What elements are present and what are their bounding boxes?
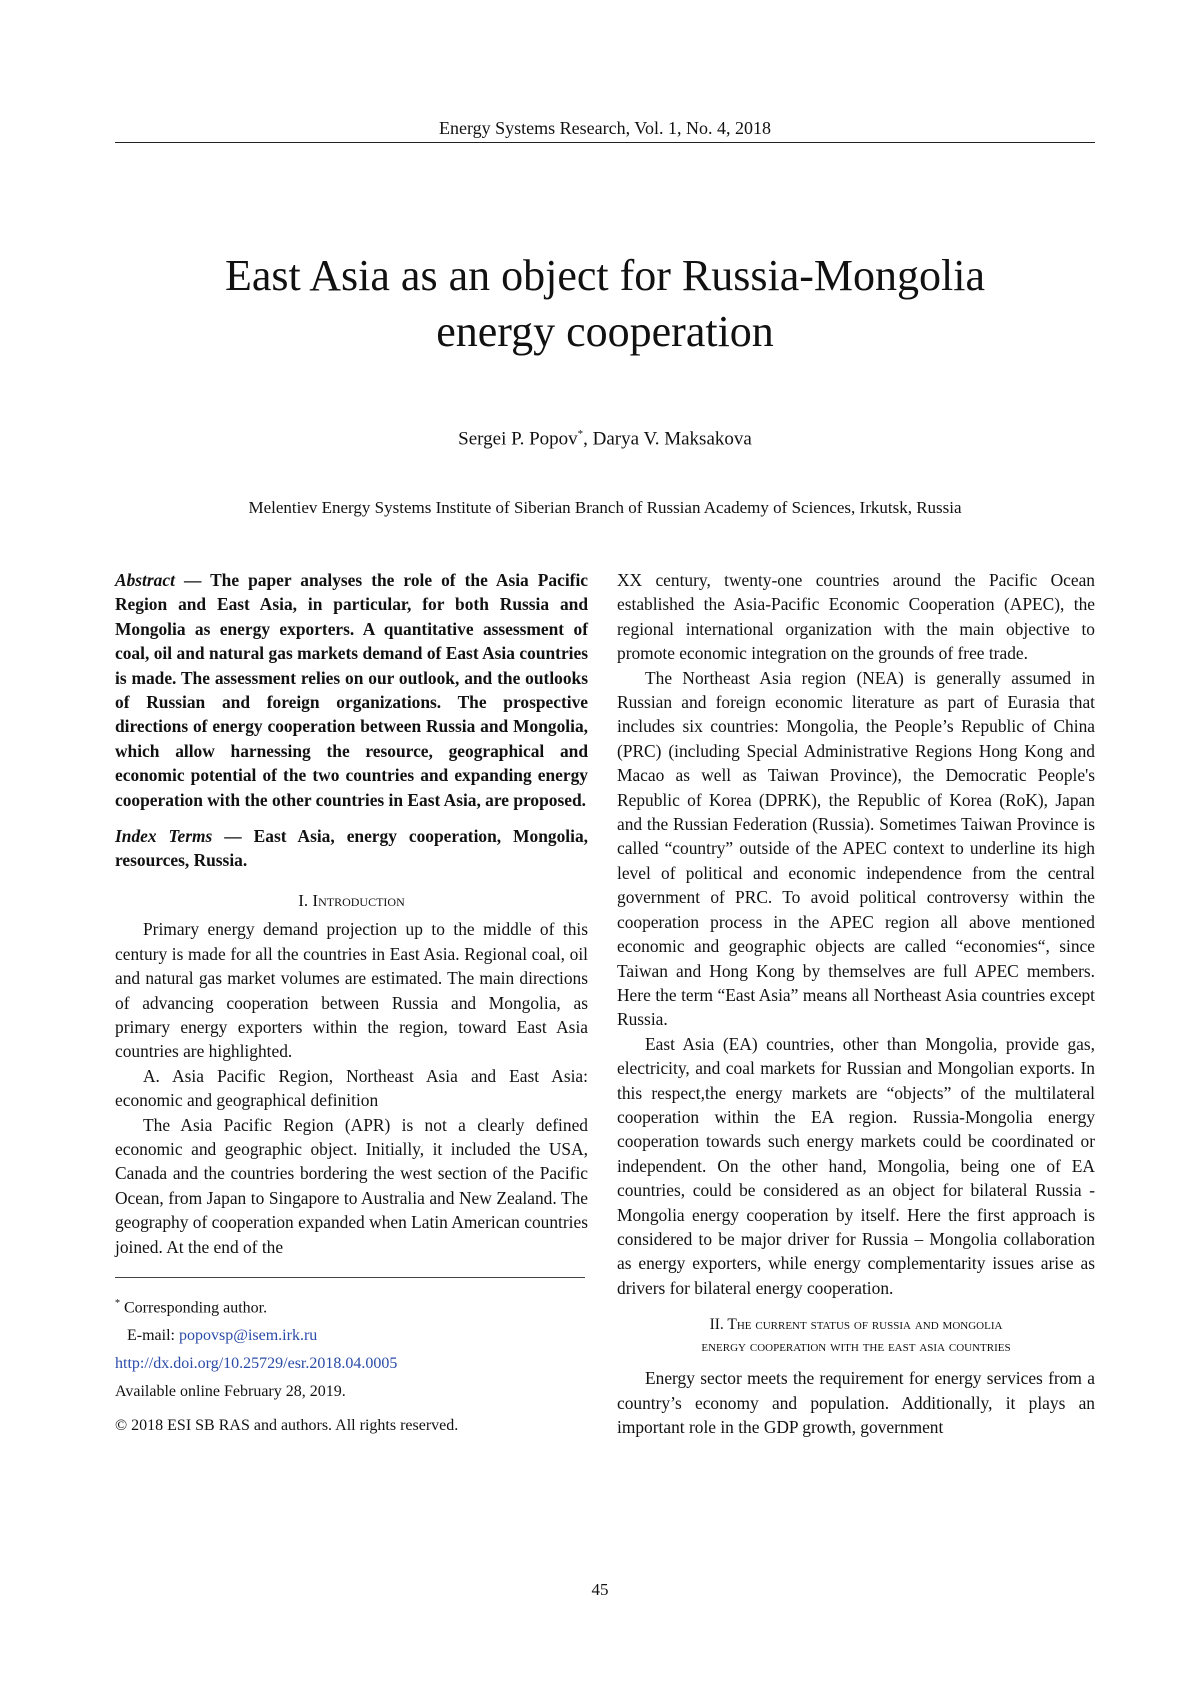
footnote-mark: * <box>115 1298 120 1309</box>
paper-title <box>100 248 1110 360</box>
section-1-title: Introduction <box>312 891 404 910</box>
intro-paragraph: Primary energy demand projection up to the middle of this century is made for all the countries in East Asia. Regional coal, oil and natural gas market volumes are estimated. The main directions of advancing cooperation between Russia and Mongolia, as primary energy exporters within the region, toward East Asia countries are highlighted. <box>115 917 588 1063</box>
title-line-2: energy cooperation <box>100 304 1110 360</box>
abstract <box>115 568 588 812</box>
page-number: 45 <box>0 1580 1200 1600</box>
available-online: Available online February 28, 2019. <box>115 1382 588 1402</box>
section-1-number: I. <box>298 891 312 910</box>
corresponding-mark: * <box>578 428 584 440</box>
email-label: E-mail: <box>127 1327 179 1344</box>
abstract-text: — The paper analyses the role of the Asia Pacific Region and East Asia, in particular, for both Russia and Mongolia as energy exporters. A quantitative assessment of coal, oil and natural gas markets demand of East Asia countries is made. The assessment relies on our outlook, and the outlooks of Russian and foreign organizations. The prospective directions of energy cooperation between Russia and Mongolia, which allow harnessing the resource, geographical and economic potential of the two countries and expanding energy cooperation with the other countries in East Asia, are proposed. <box>115 570 588 810</box>
title-line-1: East Asia as an object for Russia-Mongolia <box>100 248 1110 304</box>
nea-paragraph: The Northeast Asia region (NEA) is generally assumed in Russian and foreign economic literature as part of Eurasia that includes six countries: Mongolia, the People’s Republic of China (PRC) (including Special Administrative Regions Hong Kong and Macao as well as Taiwan Province), the Democratic People's Republic of Korea (DPRK), the Republic of Korea (RoK), Japan and the Russian Federation (Russia). Sometimes Taiwan Province is called “country” outside of the APEC context to underline its high level of political and economic independence from the central government of PRC. To avoid political controversy within the cooperation process in the APEC region all above mentioned economic and geographic objects are called “economies“, since Taiwan and Hong Kong by themselves are full APEC members. Here the term “East Asia” means all Northeast Asia countries except Russia. <box>617 666 1095 1032</box>
index-terms-text: — East Asia, energy cooperation, Mongolia, resources, Russia. <box>115 826 588 870</box>
header-rule <box>115 142 1095 143</box>
email-link[interactable]: popovsp@isem.irk.ru <box>179 1327 317 1344</box>
apr-paragraph: The Asia Pacific Region (APR) is not a clearly defined economic and geographic object. Initially, it included the USA, Canada and the countries bordering the west section of the Pacific Ocean, from Japan to Singapore to Australia and New Zealand. The geography of cooperation expanded when Latin American countries joined. At the end of the <box>115 1113 588 1259</box>
left-column <box>115 568 588 1444</box>
subsection-a-heading: A. Asia Pacific Region, Northeast Asia and East Asia: economic and geographical definition <box>115 1064 588 1113</box>
author-1: Sergei P. Popov <box>458 428 577 449</box>
energy-sector-paragraph: Energy sector meets the requirement for energy services from a country’s economy and population. Additionally, it plays an important role in the GDP growth, government <box>617 1366 1095 1439</box>
corresponding-note <box>115 1294 588 1318</box>
copyright: © 2018 ESI SB RAS and authors. All rights reserved. <box>115 1416 588 1436</box>
section-2-heading <box>617 1314 1095 1358</box>
ea-paragraph: East Asia (EA) countries, other than Mongolia, provide gas, electricity, and coal markets for Russian and Mongolian exports. In this respect,the energy markets are “objects” of the multilateral cooperation within the EA region. Russia-Mongolia energy cooperation towards such energy markets could be coordinated or independent. On the other hand, Mongolia, being one of EA countries, could be considered as an object for bilateral Russia - Mongolia energy cooperation by itself. Here the first approach is considered to be major driver for Russia – Mongolia collaboration as energy exporters, while energy complementarity issues arise as drivers for bilateral energy cooperation. <box>617 1032 1095 1300</box>
section-1-heading <box>115 889 588 913</box>
right-column <box>617 568 1095 1439</box>
section-2-line-1: II. The current status of russia and mongolia <box>617 1314 1095 1336</box>
corresponding-text: Corresponding author. <box>120 1299 267 1316</box>
doi-link[interactable]: http://dx.doi.org/10.25729/esr.2018.04.0005 <box>115 1354 588 1374</box>
abstract-label: Abstract <box>115 570 175 590</box>
section-2-line-2: energy cooperation with the east asia countries <box>617 1336 1095 1358</box>
apec-paragraph: XX century, twenty-one countries around the Pacific Ocean established the Asia-Pacific Economic Cooperation (APEC), the regional international organization with the main objective to promote economic integration on the grounds of free trade. <box>617 568 1095 666</box>
footnote-rule <box>115 1277 585 1278</box>
author-2: , Darya V. Maksakova <box>583 428 752 449</box>
footnotes <box>115 1294 588 1436</box>
journal-header: Energy Systems Research, Vol. 1, No. 4, 2018 <box>115 118 1095 139</box>
authors <box>100 428 1110 450</box>
affiliation: Melentiev Energy Systems Institute of Siberian Branch of Russian Academy of Sciences, Irkutsk, Russia <box>100 498 1110 518</box>
email-line <box>115 1326 588 1346</box>
index-terms <box>115 824 588 873</box>
index-terms-label: Index Terms <box>115 826 212 846</box>
